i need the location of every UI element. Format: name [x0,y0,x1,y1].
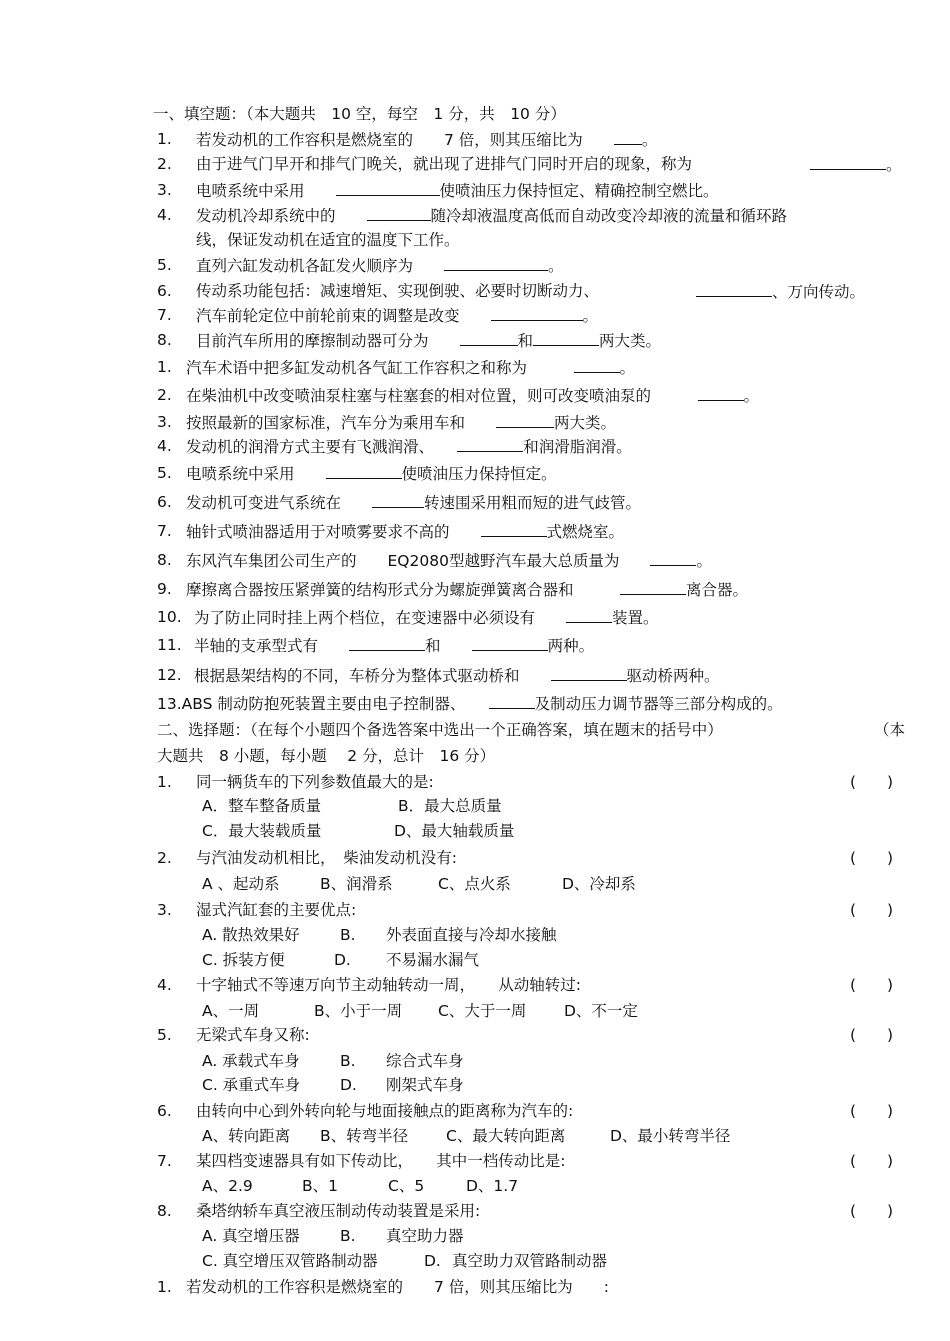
question-text [196,129,657,150]
question-number: 4. [157,976,172,994]
question-continuation: 线，保证发动机在适宜的温度下工作。 [196,231,460,249]
question-text [186,385,759,406]
option: B、小于一周 [314,1002,403,1020]
question-text-post: 。 [582,307,599,325]
question-text-post: 随冷却液温度高低而自动改变冷却液的流量和循环路 [430,207,788,225]
option: A、转向距离 [202,1127,291,1145]
question-text-post: 使喷油压力保持恒定、精确控制空燃比。 [439,182,719,200]
question-text [194,665,720,686]
option: C、大于一周 [438,1002,527,1020]
option: C. 拆装方便 [202,951,285,969]
question-text-post: 。 [619,359,636,377]
answer-blank [698,385,744,401]
question-number: 12. [157,666,182,684]
answer-blank [481,521,547,537]
answer-parentheses: ( ) [850,901,894,919]
question-text [186,550,712,571]
option: D、最小转弯半径 [610,1127,731,1145]
answer-parentheses: ( ) [850,1026,894,1044]
question-text-pre: 轴针式喷油器适用于对喷雾要求不高的 [186,523,450,541]
question-text: 若发动机的工作容积是燃烧室的 7 倍，则其压缩比为 : [186,1278,610,1296]
option-letter: B. [340,926,356,944]
question-text [157,693,783,714]
option-letter: D. [340,1076,357,1094]
answer-parentheses: ( ) [850,849,894,867]
question-text-post: 两种。 [547,637,595,655]
question-number: 5. [157,1026,172,1044]
option: B、1 [302,1177,338,1195]
question-text-post: 使喷油压力保持恒定。 [401,465,557,483]
option: 真空助力双管路制动器 [452,1252,608,1270]
question-number: 8. [157,551,172,569]
option: 不易漏水漏气 [386,951,480,969]
answer-blank [326,463,402,479]
question-number: 9. [157,580,172,598]
question-number: 1. [157,773,172,791]
option: B．最大总质量 [398,797,502,815]
answer-blank [620,579,686,595]
answer-blank [367,205,431,221]
question-number: 5. [157,256,172,274]
option-letter: B. [340,1052,356,1070]
option: A、2.9 [202,1177,253,1195]
answer-parentheses: ( ) [850,1152,894,1170]
option: C．最大装载质量 [202,822,322,840]
question-number: 1. [157,130,172,148]
question-text [196,205,787,226]
answer-blank [349,635,425,651]
option-letter: D. [424,1252,441,1270]
option: 外表面直接与冷却水接触 [386,926,557,944]
option: 刚架式车身 [386,1076,464,1094]
option: D、不一定 [564,1002,638,1020]
question-text-pre: 电喷系统中采用 [196,182,305,200]
question-text: 由于进气门早开和排气门晚关，就出现了进排气门同时开启的现象，称为 [196,155,693,173]
question-text: 无梁式车身又称: [196,1026,310,1044]
question-text: 传动系功能包括：减速增矩、实现倒驶、必要时切断动力、 [196,282,600,300]
question-text-pre: 发动机冷却系统中的 [196,207,336,225]
question-text-post: 离合器。 [686,581,749,599]
question-text [196,330,661,351]
answer-blank [372,492,424,508]
answer-blank [460,330,518,346]
option: C、最大转向距离 [446,1127,566,1145]
answer-blank [489,693,535,709]
answer-blank [614,129,642,145]
option: C. 真空增压双管路制动器 [202,1252,378,1270]
question-text-pre: 汽车前轮定位中前轮前束的调整是改变 [196,307,460,325]
question-text [194,635,594,656]
question-text-post: 式燃烧室。 [546,523,625,541]
question-text [196,305,598,326]
section-2-heading: 二、选择题：（在每个小题四个备选答案中选出一个正确答案，填在题末的括号中） [157,721,723,739]
question-text-pre: 发动机可变进气系统在 [186,494,342,512]
question-number: 2. [157,849,172,867]
option: D、冷却系 [562,875,636,893]
question-text: 同一辆货车的下列参数值最大的是: [196,773,434,791]
question-text [186,492,641,513]
option-letter: B. [340,1227,356,1245]
answer-blank [336,180,440,196]
question-text-pre: 为了防止同时挂上两个档位，在变速器中必须设有 [194,609,536,627]
question-text-post: 。 [743,387,760,405]
question-text-post [696,281,865,302]
question-text-pre: 若发动机的工作容积是燃烧室的 7 倍，则其压缩比为 [196,131,583,149]
question-number: 3. [157,413,172,431]
section-2-heading-line2: 大题共 8 小题，每小题 2 分，总计 16 分） [157,747,496,765]
section-2-heading-tail: （本 [874,721,906,739]
option: A、一周 [202,1002,260,1020]
question-number: 3. [157,901,172,919]
question-text-post: 两大类。 [599,332,662,350]
answer-parentheses: ( ) [850,976,894,994]
question-number: 2. [157,386,172,404]
option: D、1.7 [466,1177,519,1195]
question-text-pre: 目前汽车所用的摩擦制动器可分为 [196,332,429,350]
answer-blank [457,436,523,452]
question-number: 13. [157,695,182,713]
option: 真空助力器 [386,1227,464,1245]
question-number: 6. [157,493,172,511]
section-1-heading: 一、填空题：（本大题共 10 空，每空 1 分，共 10 分） [153,105,566,123]
question-text: 与汽油发动机相比， 柴油发动机没有: [196,849,457,867]
answer-blank [810,154,886,170]
question-text-pre: 在柴油机中改变喷油泵柱塞与柱塞套的相对位置，则可改变喷油泵的 [186,387,652,405]
question-text [186,463,557,484]
question-number: 8. [157,1202,172,1220]
question-text-post: 驱动桥两种。 [626,667,720,685]
question-text [196,180,719,201]
question-text: 湿式汽缸套的主要优点: [196,901,357,919]
option: D、最大轴载质量 [394,822,515,840]
question-text-pre: 按照最新的国家标准，汽车分为乘用车和 [186,414,466,432]
question-number: 5. [157,464,172,482]
option: B、转弯半径 [320,1127,409,1145]
answer-blank [650,550,696,566]
question-text-pre: 摩擦离合器按压紧弹簧的结构形式分为螺旋弹簧离合器和 [186,581,574,599]
question-text [186,436,632,457]
question-text [196,255,564,276]
question-number: 1. [157,1278,172,1296]
question-number: 10. [157,608,182,626]
answer-blank [574,357,620,373]
question-number: 2. [157,155,172,173]
question-text-post: 。 [548,257,564,275]
question-text-post: 和润滑脂润滑。 [523,438,632,456]
question-text-pre: 东风汽车集团公司生产的 EQ2080型越野汽车最大总质量为 [186,552,620,570]
question-number: 6. [157,282,172,300]
question-text: 由转向中心到外转向轮与地面接触点的距离称为汽车的: [196,1102,574,1120]
answer-blank [533,330,599,346]
option: A. 散热效果好 [202,926,300,944]
option-letter: D. [334,951,351,969]
question-text-pre: 根据悬架结构的不同，车桥分为整体式驱动桥和 [194,667,520,685]
option: C、点火系 [438,875,511,893]
question-text-post: 两大类。 [554,414,617,432]
question-number: 1. [157,358,172,376]
question-text [186,521,624,542]
question-text [186,412,616,433]
option: 综合式车身 [386,1052,464,1070]
answer-blank [496,412,554,428]
question-text-post: 装置。 [612,609,659,627]
answer-blank [551,665,627,681]
question-text-mid: 和 [517,332,534,350]
answer-blank [566,607,612,623]
question-text-mid: 和 [425,637,441,655]
question-text-pre: 直列六缸发动机各缸发火顺序为 [196,257,414,275]
question-text-pre: 发动机的润滑方式主要有飞溅润滑、 [186,438,427,456]
answer-blank [696,281,772,297]
answer-blank [444,255,548,271]
question-text-post-end: 、万向传动。 [772,283,866,301]
answer-parentheses: ( ) [850,1202,894,1220]
question-text: 十字轴式不等速万向节主动轴转动一周， 从动轴转过: [196,976,581,994]
question-text-post: 及制动压力调节器等三部分构成的。 [534,695,783,713]
question-number: 6. [157,1102,172,1120]
answer-blank [491,305,583,321]
option: A. 真空增压器 [202,1227,300,1245]
question-text [186,579,748,600]
option: C. 承重式车身 [202,1076,301,1094]
question-text-post: 。 [696,552,712,570]
answer-parentheses: ( ) [850,1102,894,1120]
option: A．整车整备质量 [202,797,322,815]
answer-blank [472,635,548,651]
question-number: 11. [157,636,182,654]
question-text-pre: 半轴的支承型式有 [194,637,319,655]
option: A 、起动系 [202,875,280,893]
question-text: 某四档变速器具有如下传动比， 其中一档传动比是: [196,1152,566,1170]
answer-parentheses: ( ) [850,773,894,791]
question-number: 3. [157,181,172,199]
question-number: 7. [157,1152,172,1170]
question-text [186,357,635,378]
question-number: 8. [157,331,172,349]
question-text-pre: ABS 制动防抱死装置主要由电子控制器、 [181,695,458,713]
question-text-pre: 电喷系统中采用 [186,465,295,483]
question-number: 7. [157,522,172,540]
question-text-pre: 汽车术语中把多缸发动机各气缸工作容积之和称为 [186,359,528,377]
question-number: 7. [157,306,172,324]
question-number: 4. [157,437,172,455]
option: A. 承载式车身 [202,1052,300,1070]
question-text: 桑塔纳轿车真空液压制动传动装置是采用: [196,1202,481,1220]
question-text-post-end: 。 [886,156,902,174]
question-text-post: 。 [641,131,658,149]
option: C、5 [388,1177,425,1195]
question-text [194,607,659,628]
option: B、润滑系 [320,875,393,893]
question-text-post: 转速围采用粗而短的进气歧管。 [424,494,642,512]
question-text-post [810,154,902,175]
question-number: 4. [157,206,172,224]
